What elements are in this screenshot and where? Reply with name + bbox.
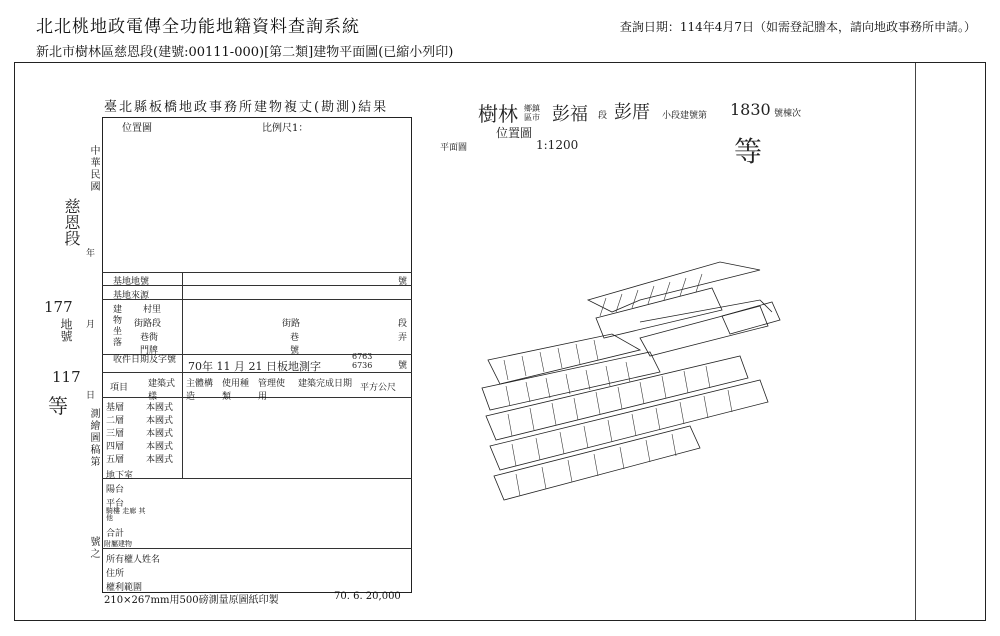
village-label: 村里 [143,305,162,315]
lane-suffix: 巷 [290,333,300,343]
building-loc-label: 建物坐落 [111,304,121,348]
owner-label: 所有權人姓名 [106,555,161,565]
floor-type: 本國式 [146,442,174,452]
plan-scale-a: 位置圖 [496,126,533,140]
col-item: 項目 [110,383,129,393]
sheet-divider [915,63,916,620]
section-suffix: 段 [598,111,608,121]
hand-left-1: 慈恩段 [62,198,81,246]
lane-label: 巷衖 [140,333,159,343]
footer-print: 70. 6. 20,000 [334,591,401,602]
day-label: 日 [86,391,96,401]
page-title: 北北桃地政電傳全功能地籍資料查詢系統 [36,17,360,37]
rule-7 [102,548,412,549]
floor-label: 三層 [106,429,125,439]
bldg-number-handwritten: 1830 [730,100,771,119]
base-source-label: 基地來源 [113,291,150,301]
section-handwritten: 彭福 [552,104,588,125]
col-area: 平方公尺 [360,383,397,393]
seg-suffix: 段 [398,319,408,329]
township-label: 鄉鎮 區市 [524,104,540,122]
small-section-label: 小段建號第 [662,111,708,121]
col-type: 建築式樣 [148,379,176,402]
plan-scale-b: 1:1200 [536,138,579,152]
attached-label: 附屬建物 [104,540,132,548]
form-title: 臺北縣板橋地政事務所建物複丈(勘測)結果 [104,100,389,115]
floor-label: 基層 [106,403,125,413]
rule-6 [102,478,412,479]
col-date: 建築完成日期 [298,379,353,389]
base-number-label: 基地地號 [113,277,150,287]
receipt-label: 收件日期及字號 [113,355,177,365]
basement-label: 地下室 [106,471,134,481]
platform-label: 平台 [106,499,125,509]
floor-type: 本國式 [146,416,174,426]
rule-base-top [102,272,412,273]
rights-label: 權利範圍 [106,583,143,593]
floor-label: 五層 [106,455,125,465]
page-subtitle: 新北市樹林區慈恩段(建號:00111-000)[第二類]建物平面圖(已縮小列印) [36,45,454,60]
hao-suffix: 號 [290,346,300,356]
hand-left-4: 117 [52,368,81,386]
doorplate-label: 門牌 [140,346,159,356]
district-handwritten: 樹林 [478,102,518,126]
floor-type: 本國式 [146,455,174,465]
hand-left-5: 等 [48,394,68,418]
floor-type: 本國式 [146,403,174,413]
number-label: 號之 [88,536,99,560]
bldg-suffix: 號棟次 [774,109,802,119]
street-label: 街路段 [134,319,162,329]
right-mark: 等 [734,135,763,168]
year-label: 年 [86,249,96,259]
query-date: 查詢日期：114年4月7日（如需登記謄本，請向地政事務所申請。） [619,20,976,34]
balcony-label: 陽台 [106,485,125,495]
street-suffix: 街路 [282,319,301,329]
address-label: 住所 [106,569,125,579]
receipt-no-suffix: 號 [398,361,408,371]
floor-type: 本國式 [146,429,174,439]
alley-suffix: 弄 [398,333,408,343]
floor-label: 四層 [106,442,125,452]
position-label: 位置圖 [122,123,152,134]
scale-label: 比例尺1： [262,123,309,134]
header-left [36,12,453,60]
col-rule-1 [182,272,183,478]
receipt-number-handwritten: 6763 6736 [352,352,373,370]
subsection-handwritten: 彭厝 [614,102,650,123]
col-material: 使用種類 [222,379,250,402]
hand-left-3: 地號 [59,318,73,342]
total-label: 合計 [106,529,125,539]
month-label: 月 [86,320,96,330]
plan-label: 平面圖 [440,143,468,153]
floor-label: 二層 [106,416,125,426]
col-structure: 主體構造 [186,379,214,402]
col-usage: 管理使用 [258,379,286,402]
survey-label: 測繪圖稿第 [88,408,99,468]
base-no-suffix: 號 [398,277,408,287]
footer-note: 210×267mm用500磅測量原圖紙印製 [104,595,279,606]
hand-left-2: 177 [44,298,73,316]
other-label: 騎樓 走廊 其他 [106,507,146,522]
receipt-handwritten: 70年 11 月 21 日板地測字 [188,360,321,373]
era-label: 中華民國 [88,145,99,193]
